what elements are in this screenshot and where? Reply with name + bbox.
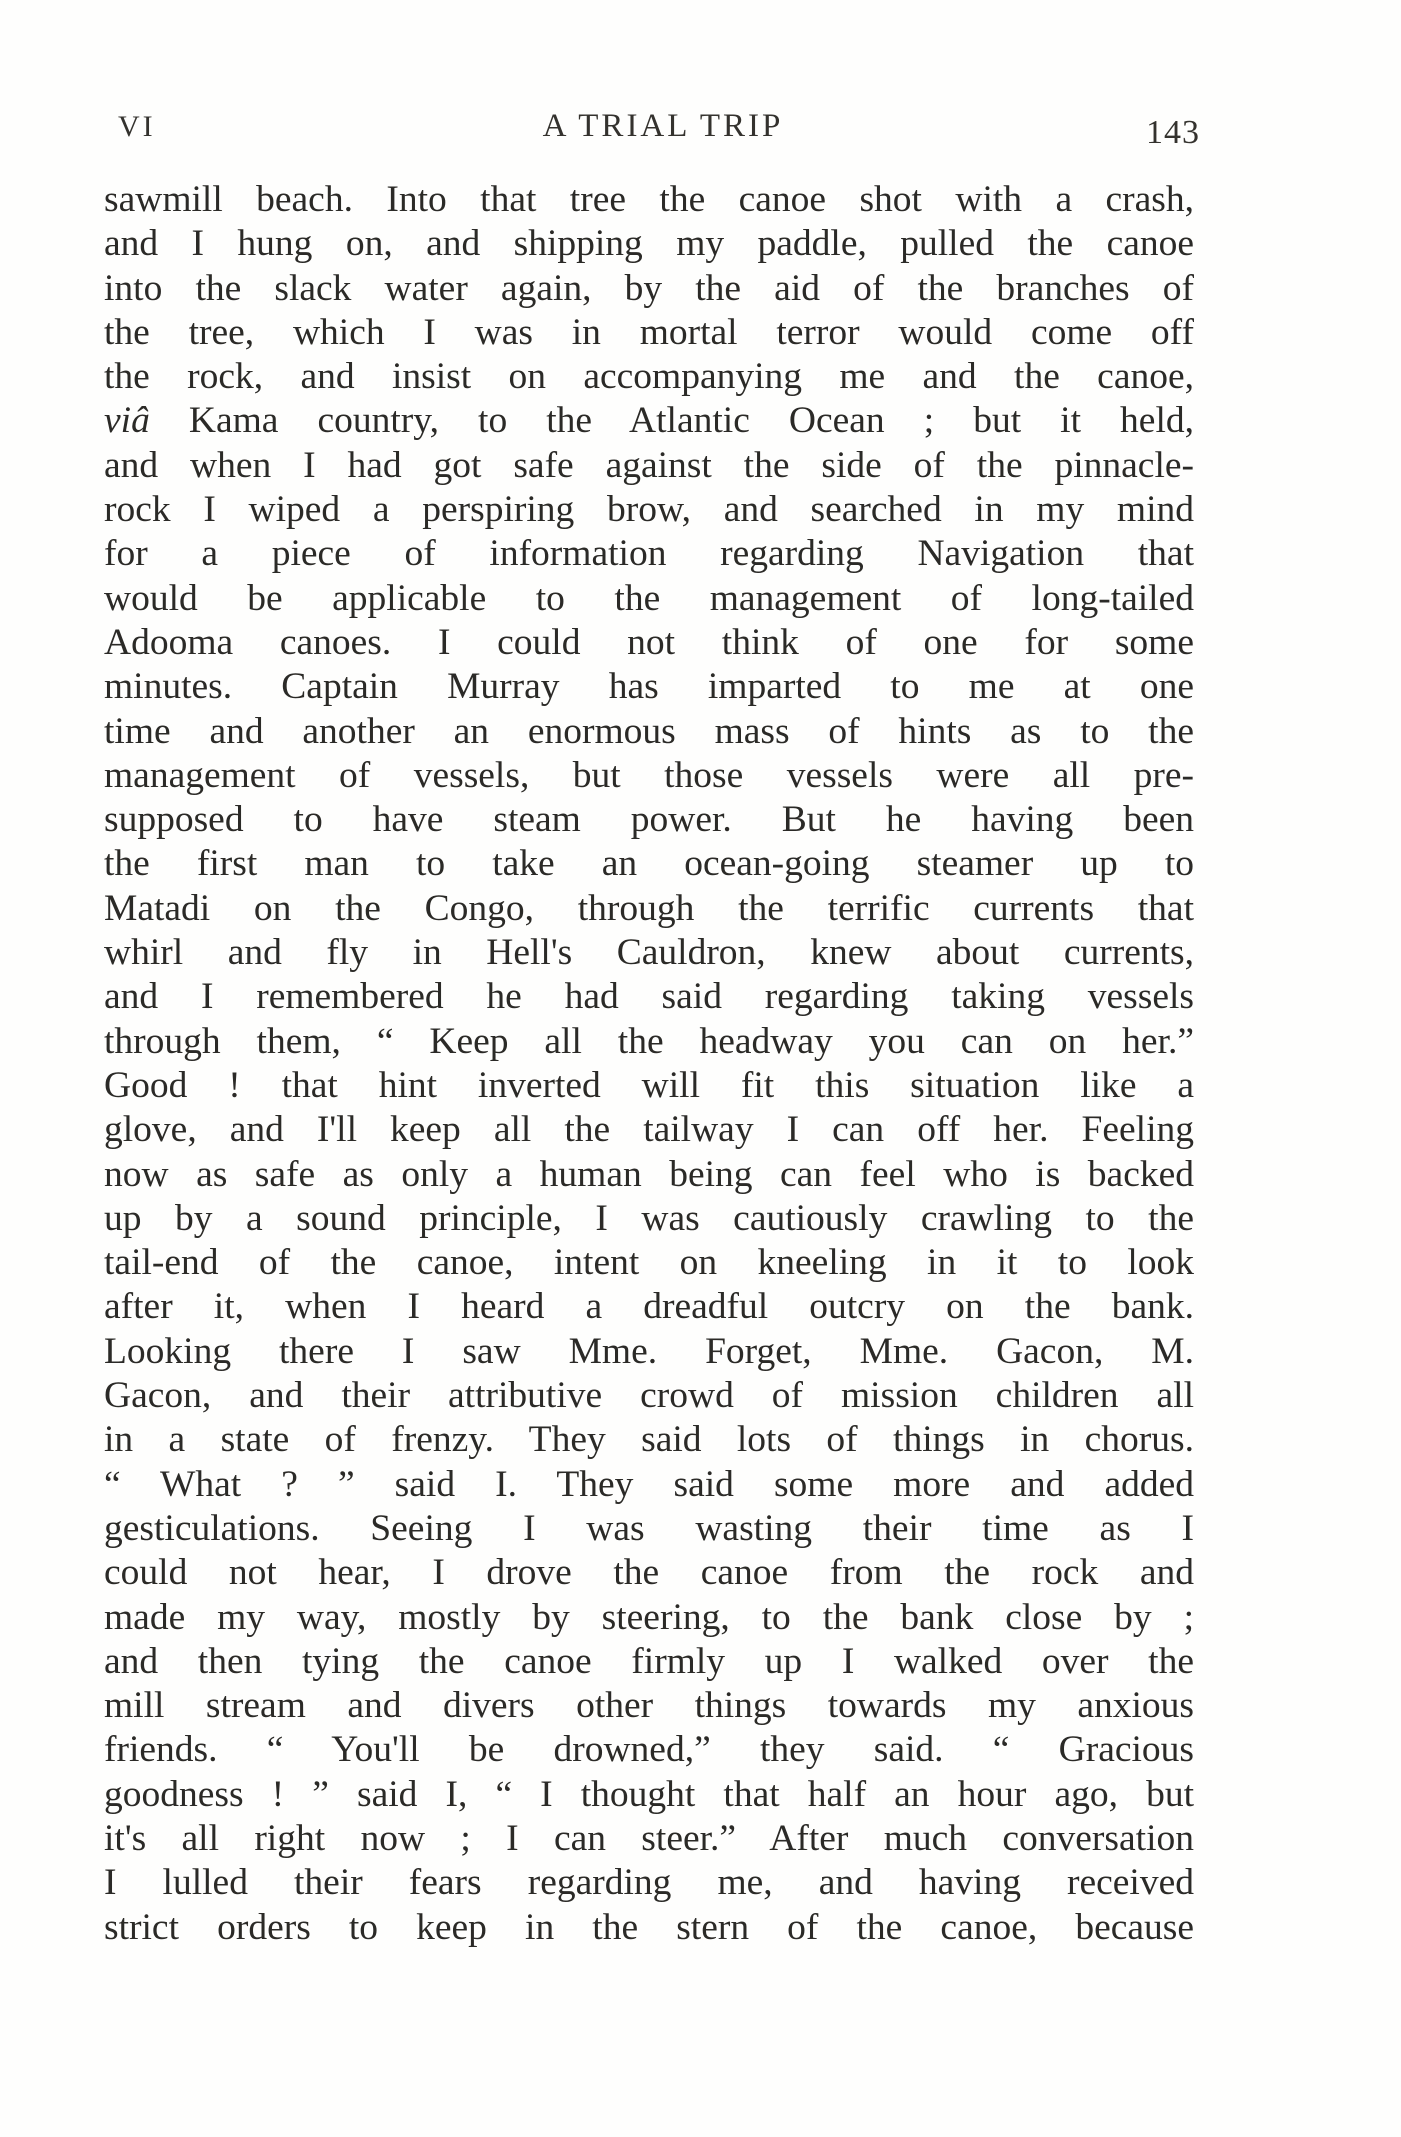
text-line: minutes. Captain Murray has imparted to me at one — [104, 666, 1194, 708]
text-line: glove, and I'll keep all the tailway I can off her. Feeling — [104, 1109, 1194, 1151]
text-line: Looking there I saw Mme. Forget, Mme. Gacon, M. — [104, 1330, 1194, 1372]
text-line: it's all right now ; I can steer.” After much conversation — [104, 1817, 1194, 1859]
text-line: strict orders to keep in the stern of the canoe, because — [104, 1906, 1194, 1948]
text-line: after it, when I heard a dreadful outcry on the bank. — [104, 1286, 1194, 1328]
chapter-number: VI — [118, 110, 156, 143]
text-line: in a state of frenzy. They said lots of things in chorus. — [104, 1419, 1194, 1461]
text-line: Matadi on the Congo, through the terrific currents that — [104, 887, 1194, 929]
text-line: the rock, and insist on accompanying me and the canoe, — [104, 356, 1194, 398]
italic-word: viâ — [104, 400, 150, 442]
text-line: goodness ! ” said I, “ I thought that half an hour ago, but — [104, 1773, 1194, 1815]
text-line: whirl and fly in Hell's Cauldron, knew about currents, — [104, 932, 1194, 974]
page-number: 143 — [1146, 114, 1200, 151]
text-line: tail-end of the canoe, intent on kneeling in it to look — [104, 1242, 1194, 1284]
text-line: into the slack water again, by the aid of the branches of — [104, 267, 1194, 309]
running-title: A TRIAL TRIP — [542, 108, 784, 144]
text-line: time and another an enormous mass of hints as to the — [104, 710, 1194, 752]
text-line: the tree, which I was in mortal terror would come off — [104, 311, 1194, 353]
text-line: Adooma canoes. I could not think of one for some — [104, 621, 1194, 663]
text-line: made my way, mostly by steering, to the bank close by ; — [104, 1596, 1194, 1638]
body-text — [104, 178, 1194, 1950]
text-line: I lulled their fears regarding me, and having received — [104, 1862, 1194, 1904]
text-line: the first man to take an ocean-going steamer up to — [104, 843, 1194, 885]
text-line-rest: Kama country, to the Atlantic Ocean ; but it held, — [188, 400, 1194, 442]
text-line: mill stream and divers other things towards my anxious — [104, 1685, 1194, 1727]
text-line: could not hear, I drove the canoe from the rock and — [104, 1552, 1194, 1594]
text-line: and when I had got safe against the side of the pinnacle- — [104, 444, 1194, 486]
text-line: rock I wiped a perspiring brow, and searched in my mind — [104, 489, 1194, 531]
text-line: friends. “ You'll be drowned,” they said. “ Gracious — [104, 1729, 1194, 1771]
running-head — [118, 104, 1208, 151]
text-line: through them, “ Keep all the headway you can on her.” — [104, 1020, 1194, 1062]
text-line — [104, 399, 1194, 443]
text-line: supposed to have steam power. But he having been — [104, 799, 1194, 841]
text-line: Good ! that hint inverted will fit this situation like a — [104, 1064, 1194, 1106]
text-line: “ What ? ” said I. They said some more and added — [104, 1463, 1194, 1505]
text-line: up by a sound principle, I was cautiously crawling to the — [104, 1197, 1194, 1239]
text-line: management of vessels, but those vessels were all pre- — [104, 754, 1194, 796]
text-line: now as safe as only a human being can feel who is backed — [104, 1153, 1194, 1195]
text-line: sawmill beach. Into that tree the canoe shot with a crash, — [104, 179, 1194, 220]
text-line: and I hung on, and shipping my paddle, pulled the canoe — [104, 223, 1194, 265]
text-line: and I remembered he had said regarding taking vessels — [104, 976, 1194, 1018]
text-line: for a piece of information regarding Navigation that — [104, 533, 1194, 575]
text-line: would be applicable to the management of long-tailed — [104, 577, 1194, 619]
text-line: Gacon, and their attributive crowd of mission children all — [104, 1375, 1194, 1417]
text-line: and then tying the canoe firmly up I walked over the — [104, 1640, 1194, 1682]
text-line: gesticulations. Seeing I was wasting their time as I — [104, 1507, 1194, 1549]
